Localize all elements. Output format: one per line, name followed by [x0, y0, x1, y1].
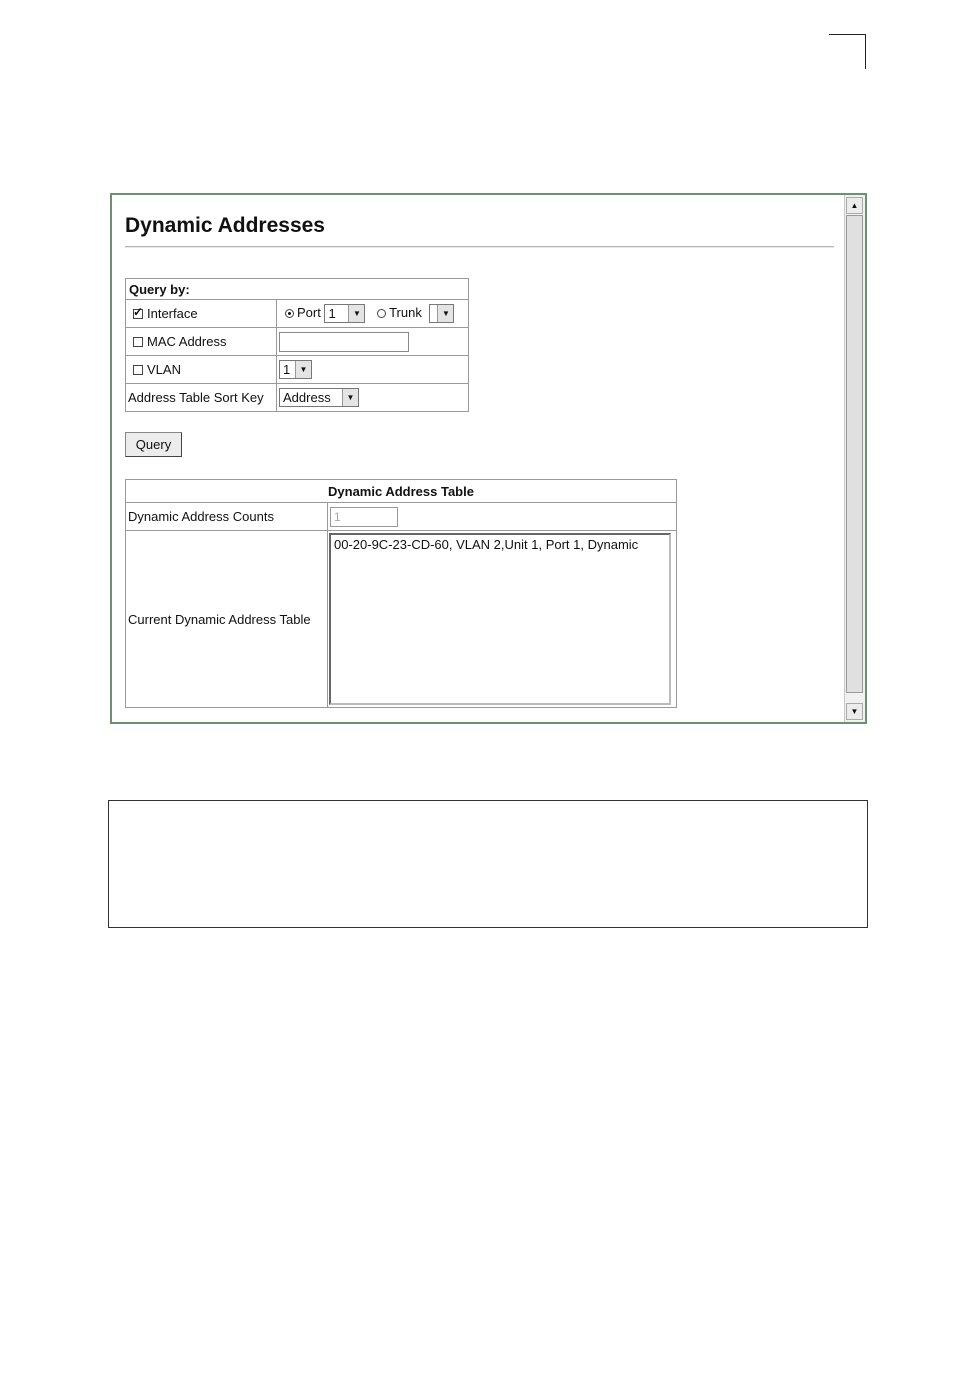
chevron-down-icon: ▼: [348, 305, 364, 322]
vlan-select-cell: [277, 356, 469, 384]
trunk-radio-label: Trunk: [389, 304, 422, 320]
chevron-down-icon: ▼: [437, 305, 453, 322]
counts-value-field: 1: [330, 507, 398, 527]
vlan-select[interactable]: [279, 360, 312, 379]
vlan-row: [126, 356, 469, 384]
current-table-list-cell: [328, 531, 677, 708]
interface-row: [126, 300, 469, 328]
chevron-down-icon: ▼: [342, 389, 358, 406]
vlan-checkbox[interactable]: [133, 365, 143, 375]
mac-address-label: MAC Address: [147, 334, 227, 349]
query-button[interactable]: Query: [125, 432, 182, 457]
page-content: [112, 195, 843, 722]
title-divider: [125, 246, 834, 248]
current-table-row: [126, 531, 677, 708]
chevron-down-icon: ▼: [295, 361, 311, 378]
vertical-scrollbar[interactable]: [844, 195, 865, 722]
query-by-table: [125, 278, 469, 412]
sort-key-select-value: Address: [283, 390, 331, 405]
dynamic-address-table-header: Dynamic Address Table: [126, 480, 677, 503]
interface-checkbox[interactable]: [133, 309, 143, 319]
address-list-item[interactable]: 00-20-9C-23-CD-60, VLAN 2,Unit 1, Port 1, Dynamic: [334, 537, 639, 552]
counts-label: Dynamic Address Counts: [126, 503, 328, 531]
mac-address-cell: [126, 328, 277, 356]
interface-label: Interface: [147, 306, 198, 321]
query-by-header: Query by:: [126, 279, 469, 300]
sort-key-select-cell: [277, 384, 469, 412]
vlan-cell: [126, 356, 277, 384]
caption-box: [108, 800, 868, 928]
sort-key-select[interactable]: [279, 388, 359, 407]
counts-row: [126, 503, 677, 531]
sort-key-row: [126, 384, 469, 412]
vlan-label: VLAN: [147, 362, 181, 377]
counts-value-cell: [328, 503, 677, 531]
trunk-radio[interactable]: [377, 309, 386, 318]
interface-options-cell: [277, 300, 469, 328]
browser-frame: [110, 193, 867, 724]
address-list-box[interactable]: [329, 533, 671, 705]
port-radio-label: Port: [297, 304, 321, 320]
port-select[interactable]: [324, 304, 365, 323]
dynamic-address-table: [125, 479, 677, 708]
trunk-select[interactable]: [429, 304, 454, 323]
arrow-down-icon[interactable]: ▼: [846, 703, 863, 720]
mac-address-checkbox[interactable]: [133, 337, 143, 347]
port-select-value: 1: [328, 306, 336, 321]
interface-cell: [126, 300, 277, 328]
vlan-select-value: 1: [283, 362, 291, 377]
mac-address-input[interactable]: [279, 332, 409, 352]
page-corner-mark: [829, 34, 866, 69]
sort-key-label: Address Table Sort Key: [126, 384, 277, 412]
trunk-select-value: [430, 305, 437, 322]
arrow-up-icon[interactable]: ▲: [846, 197, 863, 214]
current-table-label: Current Dynamic Address Table: [126, 531, 328, 708]
port-radio[interactable]: [285, 309, 294, 318]
mac-address-row: [126, 328, 469, 356]
mac-address-input-cell: [277, 328, 469, 356]
scroll-thumb[interactable]: [846, 215, 863, 693]
page-title: Dynamic Addresses: [125, 214, 325, 237]
